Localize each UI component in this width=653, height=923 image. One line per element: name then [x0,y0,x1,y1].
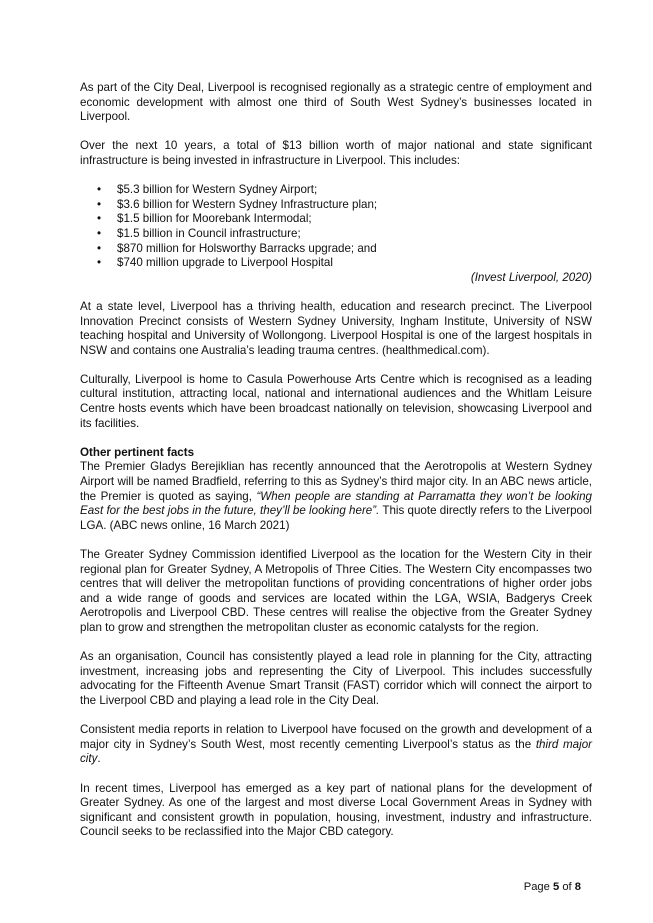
document-page [80,81,592,854]
premier-quote: “When people are standing at Parramatta they won’t be looking East for the best jobs in the future, they’ll be looking here”. [80,489,592,518]
list-item: • $1.5 billion for Moorebank Intermodal; [80,212,592,227]
paragraph-aerotropolis [80,460,592,533]
paragraph-greater-sydney-commission: The Greater Sydney Commission identified Liverpool as the location for the Western City in their regional plan for Greater Sydney, A Metropolis of Three Cities. The Western City encompasses two centres that will deliver the metropolitan functions of providing concentrations of higher order jobs and a wide range of goods and services are located within the LGA, WSIA, Badgerys Creek Aerotropolis and Liverpool CBD. These centres will realise the objective from the Greater Sydney plan to grow and strengthen the metropolitan cluster as economic catalysts for the region. [80,548,592,634]
infrastructure-list [80,183,592,271]
list-item: • $870 million for Holsworthy Barracks upgrade; and [80,242,592,257]
paragraph-media-reports [80,723,592,767]
list-item: • $1.5 billion in Council infrastructure; [80,227,592,242]
text-span: . [97,752,101,766]
list-item: • $5.3 billion for Western Sydney Airport; [80,183,592,198]
page-current: 5 [552,881,560,893]
section-heading: Other pertinent facts [80,445,195,459]
paragraph-culture: Culturally, Liverpool is home to Casula Powerhouse Arts Centre which is recognised as a leading cultural institution, attracting local, national and international audiences and the Whitlam Leisure Centre hosts events which have been broadcast nationally on television, showcasing Liverpool and its facilities. [80,372,592,430]
page-total: 8 [574,881,581,893]
emphasis-text: third major city [80,737,592,766]
paragraph-health-precinct: At a state level, Liverpool has a thriving health, education and research precinct. The Liverpool Innovation Precinct consists of Western Sydney University, Ingham Institute, University of NSW teaching hospital and University of Wollongong. Liverpool Hospital is one of the largest hospitals in NSW and contains one Australia’s leading trauma centres. (healthmedical.com). [80,299,592,357]
page-prefix: Page [523,881,553,893]
paragraph-recent-times: In recent times, Liverpool has emerged as a key part of national plans for the development of Greater Sydney. As one of the largest and most diverse Local Government Areas in Sydney with significant and consistent growth in population, housing, investment, industry and infrastructure. Council seeks to be reclassified into the Major CBD category. [80,781,592,839]
page-number [524,880,581,895]
text-span: Consistent media reports in relation to Liverpool have focused on the growth and development of a major city in Sydney’s South West, most recently cementing Liverpool’s status as the [80,723,592,751]
list-item: • $740 million upgrade to Liverpool Hospital [80,256,592,271]
page-middle: of [559,881,575,893]
paragraph-city-deal: As part of the City Deal, Liverpool is recognised regionally as a strategic centre of employment and economic development with almost one third of South West Sydney’s businesses located in Liverpool. [80,81,592,124]
paragraph-infrastructure-intro: Over the next 10 years, a total of $13 billion worth of major national and state significant infrastructure is being invested in infrastructure in Liverpool. This includes: [80,139,592,167]
paragraph-council-role: As an organisation, Council has consistently played a lead role in planning for the City, attracting investment, increasing jobs and representing the City of Liverpool. This includes successfully advocating for the Fifteenth Avenue Smart Transit (FAST) corridor which will connect the airport to the Liverpool CBD and playing a lead role in the City Deal. [80,650,592,707]
citation: (Invest Liverpool, 2020) [470,270,592,284]
text-span: The Premier Gladys Berejiklian has recently announced that the Aerotropolis at Western Sydney Airport will be named Bradfield, referring to this as Sydney’s third major city. In an ABC news article, the Premier is quoted as saying, [80,460,592,503]
list-item: • $3.6 billion for Western Sydney Infrastructure plan; [80,198,592,213]
text-span: This quote directly refers to the Liverpool LGA. (ABC news online, 16 March 2021) [80,504,592,532]
